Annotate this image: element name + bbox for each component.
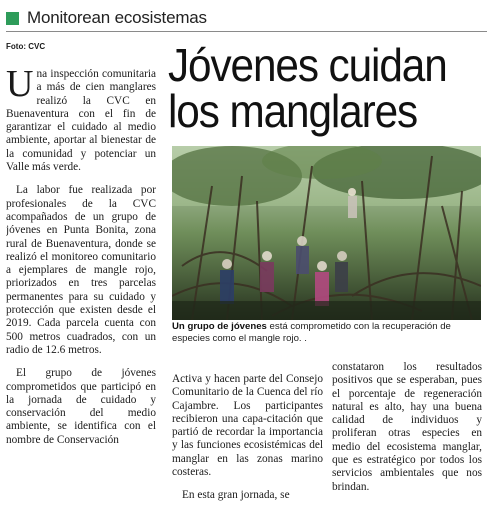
article-column-1 xyxy=(6,68,156,528)
header-divider xyxy=(6,31,487,32)
paragraph-text: na inspección comunitaria a más de cien manglares realizó la CVC en Buenaventura con el fin de garantizar el cuidado al medio ambiente, aportar al bienestar de la comunidad y potenciar un Valle más verde. xyxy=(6,68,156,174)
paragraph: En esta gran jornada, se xyxy=(182,489,290,502)
paragraph: El grupo de jóvenes comprometidos que participó en la jornada de cuidado y conservación del medio ambiente, se identifica con el nombre de Conservación xyxy=(6,367,156,446)
paragraph: Activa y hacen parte del Consejo Comunitario de la Cuenca del río Cajambre. Los participantes recibieron una capa-citación que partió de recordar la importancia y las funciones ecosistémicas del manglar en las zonas marino costeras. xyxy=(172,373,323,479)
headline-line-2: los manglares xyxy=(168,85,418,137)
photo-credit: Foto: CVC xyxy=(6,42,46,51)
section-marker xyxy=(6,12,19,25)
article-column-3 xyxy=(332,361,482,529)
mangrove-forest-photo xyxy=(172,146,481,320)
photo-caption xyxy=(172,321,483,345)
article-column-2 xyxy=(172,373,323,529)
paragraph: constataron los resultados positivos que se esperaban, pues el porcentaje de regeneración natural es alto, hay una buena calidad de individuos y proliferan otras especies en medio del ecosistema manglar, que es estratégico por todos los servicios ambientales que nos brindan. xyxy=(332,361,482,493)
mangrove-photo-illustration xyxy=(172,146,481,320)
caption-lead: Un grupo de jóvenes xyxy=(172,321,267,332)
drop-cap: U xyxy=(6,68,34,105)
headline-line-1: Jóvenes cuidan xyxy=(168,39,447,91)
section-header xyxy=(6,6,487,30)
paragraph: La labor fue realizada por profesionales de la CVC acompañados de un grupo de jóvenes en Punta Bonita, zona rural de Buenaventura, donde se realizó el monitoreo comunitario a ejemplares de mangle rojo, priorizados en tres parcelas permanentes para su cuidado y protección que existen desde el 2019. Cada parcela cuenta con 500 metros cuadrados, con un radio de 12.6 metros. xyxy=(6,184,156,356)
section-title: Monitorean ecosistemas xyxy=(27,8,207,27)
caption-text: está comprometido con la recuperación de especies como el mangle rojo. . xyxy=(172,321,451,344)
headline xyxy=(168,39,462,137)
paragraph xyxy=(6,68,156,174)
